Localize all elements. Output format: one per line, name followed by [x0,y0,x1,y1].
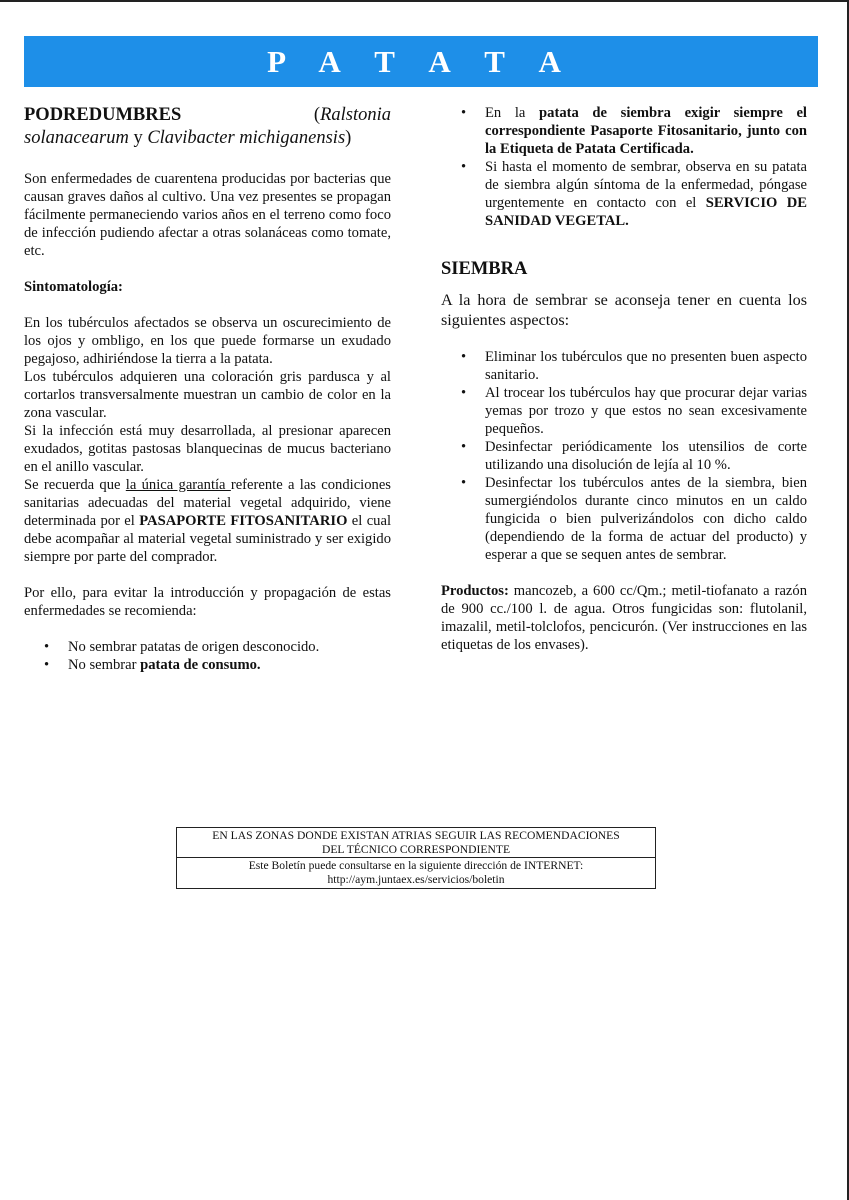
left-column [24,104,391,674]
symptom-paragraph-3: Si la infección está muy desarrollada, al presionar aparecen exudados, gotitas pastosas blanquecinas de mucus bacteriano en el anillo vascular. [24,423,391,475]
seed-potato-list [441,104,807,230]
section-heading-siembra: SIEMBRA [441,259,528,279]
bullet-icon: • [461,349,467,365]
sintomatologia-heading: Sintomatología: [24,279,123,295]
symptom-paragraph-2: Los tubérculos adquieren una coloración gris pardusca y al cortarlos transversalmente muestran un cambio de color en la zona vascular. [24,369,391,421]
species-name-ralstonia: Ralstonia solanacearum [24,105,392,148]
symptom-paragraph-1: En los tubérculos afectados se observa un oscurecimiento de los ojos y ombligo, en los que puede formarse un exudado pegajoso, adhiriéndose la tierra a la patata. [24,315,391,367]
bullet-icon: • [44,657,50,673]
page-title-banner [24,36,818,87]
bullet-icon: • [461,385,467,401]
right-column [441,104,807,654]
section-heading-podredumbres: PODREDUMBRES (Ralstonia solanacearum y Clavibacter michiganensis) [24,105,392,148]
pasaporte-emphasis: PASAPORTE FITOSANITARIO [139,513,348,529]
bullet-icon: • [461,439,467,455]
list-item: • No sembrar patatas de origen desconocido. [44,639,320,655]
bullet-icon: • [461,105,467,121]
footer-notice-box [176,827,656,889]
recommendation-list [24,638,391,674]
species-name-clavibacter: Clavibacter michiganensis [147,128,346,148]
footer-notice: EN LAS ZONAS DONDE EXISTAN ATRIAS SEGUIR LAS RECOMENDACIONES DEL TÉCNICO CORRESPONDIENTE [177,828,655,858]
list-item: • En la patata de siembra exigir siempre el correspondiente Pasaporte Fitosanitario, junto con la Etiqueta de Patata Certificada. [461,105,807,157]
productos-label: Productos: [441,583,509,599]
list-item: • Al trocear los tubérculos hay que procurar dejar varias yemas por trozo y que estos no sean excesivamente pequeños. [461,385,807,437]
bullet-icon: • [461,475,467,491]
intro-paragraph: Son enfermedades de cuarentena producidas por bacterias que causan graves daños al cultivo. Una vez presentes se propagan fácilmente permaneciendo varios años en el terreno como foco de infección pudiendo afectar a otras solanáceas como tomate, etc. [24,171,391,259]
list-item: • Desinfectar los tubérculos antes de la siembra, bien sumergiéndolos durante cinco minutos en un caldo fungicida o bien pulverizándolos con dicho caldo (dependiendo de la forma de actuar del producto) y esperar a que se sequen antes de sembrar. [461,475,807,563]
list-item: • Eliminar los tubérculos que no presenten buen aspecto sanitario. [461,349,807,383]
productos-paragraph: Productos: mancozeb, a 600 cc/Qm.; metil-tiofanato a razón de 900 cc./100 l. de agua. Otros fungicidas son: flutolanil, imazalil, metil-tolclofos, pencicurón. (Ver instrucciones en las etiquetas de los envases). [441,583,807,653]
recommendation-paragraph: Por ello, para evitar la introducción y propagación de estas enfermedades se recomienda: [24,585,391,619]
bulletin-url: http://aym.juntaex.es/servicios/boletin [327,872,505,886]
siembra-list [441,348,807,564]
list-item: • No sembrar patata de consumo. [44,657,261,673]
page-title: P A T A T A [267,43,575,79]
list-item: • Si hasta el momento de sembrar, observa en su patata de siembra algún síntoma de la enfermedad, póngase urgentemente en contacto con el SERVICIO DE SANIDAD VEGETAL. [461,159,807,229]
bullet-icon: • [461,159,467,175]
symptom-paragraph-4: Se recuerda que la única garantía referente a las condiciones sanitarias adecuadas del material vegetal adquirido, viene determinada por el PASAPORTE FITOSANITARIO el cual debe acompañar al material vegetal suministrado y ser exigido siempre por parte del comprador. [24,477,391,565]
siembra-intro: A la hora de sembrar se aconseja tener en cuenta los siguientes aspectos: [441,291,807,329]
footer-internet: Este Boletín puede consultarse en la siguiente dirección de INTERNET: http://aym.juntaex.es/servicios/boletin [177,858,655,888]
list-item: • Desinfectar periódicamente los utensilios de corte utilizando una disolución de lejía al 10 %. [461,439,807,473]
underlined-guarantee: la única garantía [125,477,231,493]
bullet-icon: • [44,639,50,655]
